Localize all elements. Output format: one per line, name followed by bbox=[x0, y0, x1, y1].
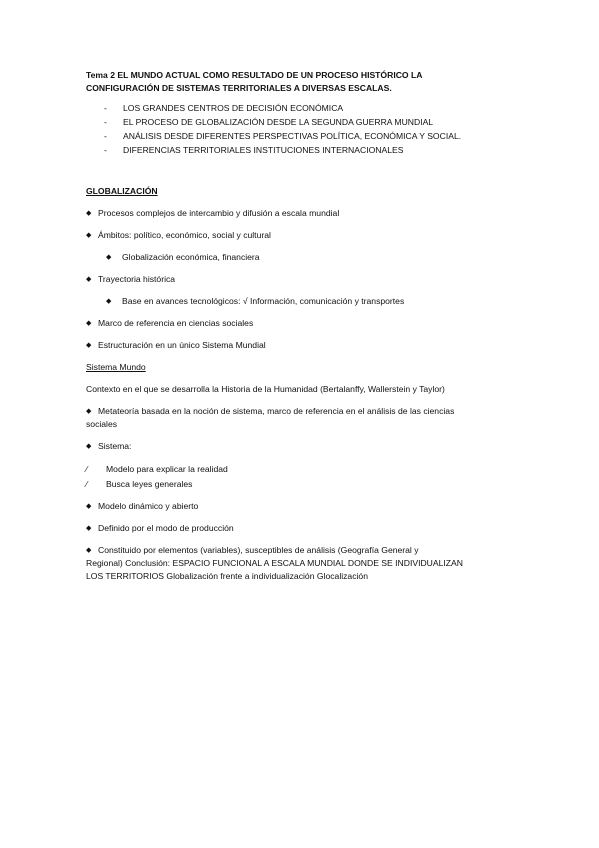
topic-text: EL PROCESO DE GLOBALIZACIÓN DESDE LA SEGUNDA GUERRA MUNDIAL bbox=[123, 117, 434, 127]
bullet-text: Trayectoria histórica bbox=[98, 274, 176, 284]
check-text: Modelo para explicar la realidad bbox=[106, 464, 228, 474]
dash-icon: - bbox=[104, 103, 107, 113]
bullet-text: Ámbitos: político, económico, social y cultural bbox=[98, 230, 271, 240]
document-title bbox=[86, 69, 526, 95]
topic-item bbox=[86, 101, 526, 115]
bullet-item bbox=[86, 500, 526, 513]
bullet-text: Base en avances tecnológicos: √ Información, comunicación y transportes bbox=[122, 296, 405, 306]
title-line-2: CONFIGURACIÓN DE SISTEMAS TERRITORIALES A DIVERSAS ESCALAS. bbox=[86, 83, 392, 93]
bullet-item bbox=[86, 229, 526, 242]
dash-icon: - bbox=[104, 145, 107, 155]
topic-list bbox=[86, 101, 526, 157]
bullet-text: Marco de referencia en ciencias sociales bbox=[98, 318, 254, 328]
bullet-item bbox=[86, 339, 526, 352]
diamond-bullet-icon: ◆ bbox=[86, 443, 92, 450]
topic-item bbox=[86, 115, 526, 129]
diamond-bullet-icon: ◆ bbox=[86, 232, 92, 239]
topic-item bbox=[86, 143, 526, 157]
section-title: GLOBALIZACIÓN bbox=[86, 186, 158, 196]
bullet-item bbox=[86, 522, 526, 535]
check-item bbox=[86, 463, 526, 476]
subsection-heading: Sistema Mundo bbox=[86, 362, 146, 372]
check-mark-icon: ⁄ bbox=[86, 464, 88, 474]
title-line-1: Tema 2 EL MUNDO ACTUAL COMO RESULTADO DE UN PROCESO HISTÓRICO LA bbox=[86, 70, 423, 80]
diamond-bullet-icon: ◆ bbox=[86, 210, 92, 217]
bullet-text: Definido por el modo de producción bbox=[98, 523, 234, 533]
bullet-text: Estructuración en un único Sistema Mundial bbox=[98, 340, 266, 350]
diamond-bullet-icon: ◆ bbox=[86, 276, 92, 283]
check-mark-icon: ⁄ bbox=[86, 479, 88, 489]
bullet-text: Procesos complejos de intercambio y difusión a escala mundial bbox=[98, 208, 340, 218]
context-paragraph: Contexto en el que se desarrolla la Historia de la Humanidad (Bertalanffy, Wallerstein y Taylor) bbox=[86, 384, 445, 394]
bullet-item bbox=[86, 273, 526, 286]
bullet-continuation: Regional) Conclusión: ESPACIO FUNCIONAL A ESCALA MUNDIAL DONDE SE INDIVIDUALIZAN bbox=[86, 558, 463, 568]
diamond-bullet-icon: ◆ bbox=[106, 298, 112, 305]
document-content bbox=[86, 69, 526, 583]
check-item bbox=[86, 478, 526, 491]
sub-bullet-item bbox=[86, 295, 526, 308]
diamond-bullet-icon: ◆ bbox=[86, 408, 92, 415]
bullet-item bbox=[86, 207, 526, 220]
diamond-bullet-icon: ◆ bbox=[86, 525, 92, 532]
dash-icon: - bbox=[104, 117, 107, 127]
dash-icon: - bbox=[104, 131, 107, 141]
bullet-text: Constituido por elementos (variables), susceptibles de análisis (Geografía General y bbox=[98, 545, 419, 555]
bullet-text: Sistema: bbox=[98, 441, 132, 451]
diamond-bullet-icon: ◆ bbox=[86, 320, 92, 327]
bullet-text: Metateoría basada en la noción de sistema, marco de referencia en el análisis de las ciencias bbox=[98, 406, 455, 416]
diamond-bullet-icon: ◆ bbox=[86, 503, 92, 510]
topic-text: LOS GRANDES CENTROS DE DECISIÓN ECONÓMICA bbox=[123, 103, 344, 113]
bullet-continuation: LOS TERRITORIOS Globalización frente a individualización Glocalización bbox=[86, 571, 368, 581]
diamond-bullet-icon: ◆ bbox=[106, 254, 112, 261]
topic-item bbox=[86, 129, 526, 143]
bullet-text: Globalización económica, financiera bbox=[122, 252, 260, 262]
diamond-bullet-icon: ◆ bbox=[86, 342, 92, 349]
bullet-continuation: sociales bbox=[86, 419, 118, 429]
check-text: Busca leyes generales bbox=[106, 479, 193, 489]
sub-bullet-item bbox=[86, 251, 526, 264]
bullet-text: Modelo dinámico y abierto bbox=[98, 501, 199, 511]
bullet-item bbox=[86, 405, 526, 418]
topic-text: DIFERENCIAS TERRITORIALES INSTITUCIONES INTERNACIONALES bbox=[123, 145, 404, 155]
bullet-item bbox=[86, 440, 526, 453]
topic-text: ANÁLISIS DESDE DIFERENTES PERSPECTIVAS POLÍTICA, ECONÓMICA Y SOCIAL. bbox=[123, 131, 462, 141]
bullet-item bbox=[86, 317, 526, 330]
bullet-item bbox=[86, 544, 526, 557]
diamond-bullet-icon: ◆ bbox=[86, 547, 92, 554]
